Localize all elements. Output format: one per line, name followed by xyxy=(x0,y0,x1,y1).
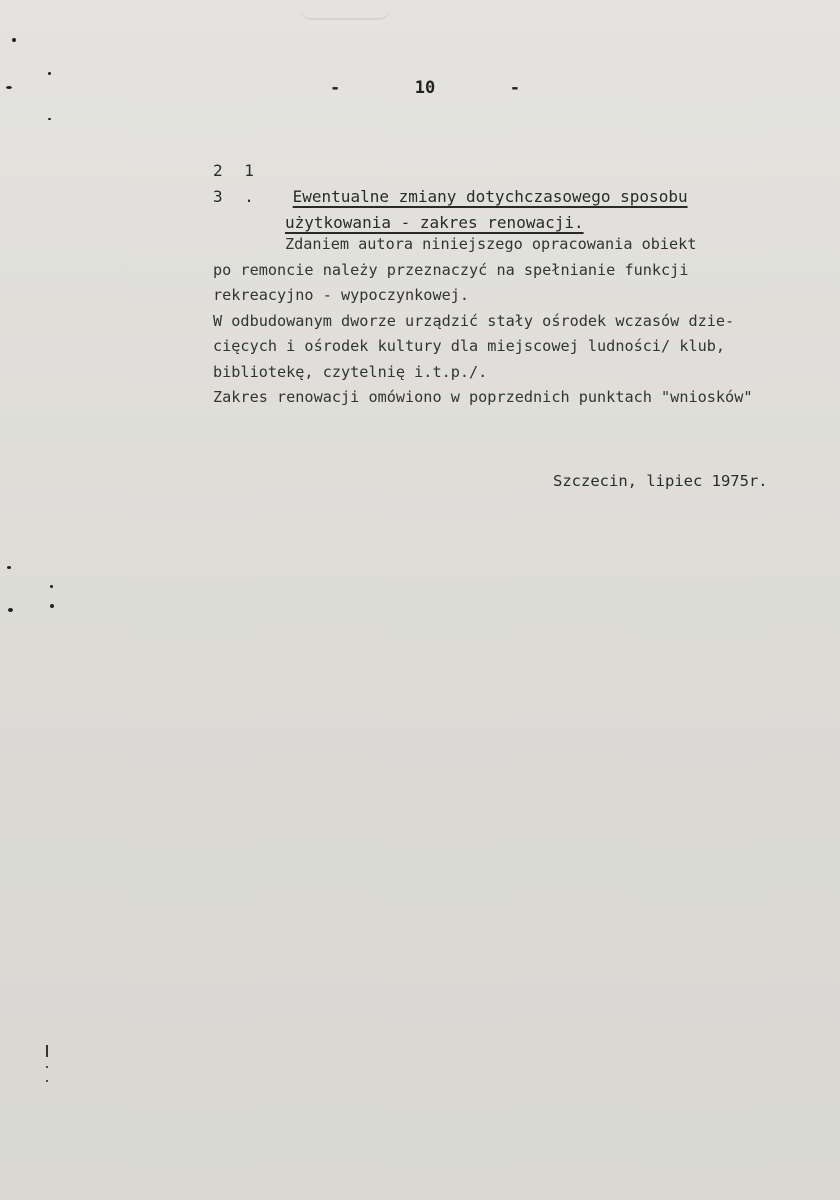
margin-dot xyxy=(6,86,12,89)
margin-dot xyxy=(7,566,11,569)
margin-dot xyxy=(8,608,13,612)
body-line: Zdaniem autora niniejszego opracowania obiekt xyxy=(285,235,697,253)
body-paragraph xyxy=(213,232,828,411)
paper-fold-mark xyxy=(300,0,390,20)
body-line: cięcych i ośrodek kultury dla miejscowej ludności/ klub, xyxy=(213,337,726,355)
margin-dot xyxy=(50,604,54,608)
page-number-value: 10 xyxy=(414,78,436,98)
body-line: po remoncie należy przeznaczyć na spełnianie funkcji xyxy=(213,260,689,279)
place-and-date: Szczecin, lipiec 1975r. xyxy=(553,472,768,490)
body-line: bibliotekę, czytelnię i.t.p./. xyxy=(213,362,488,381)
body-line: W odbudowanym dworze urządzić stały ośrodek wczasów dzie- xyxy=(213,311,735,330)
page-number xyxy=(330,78,520,98)
margin-dot xyxy=(12,38,16,42)
margin-dot xyxy=(48,72,51,75)
page-number-dash-right: - xyxy=(509,78,520,98)
body-line: rekreacyjno - wypoczynkowej. xyxy=(213,286,470,304)
section-title-line-2: użytkowania - zakres renowacji. xyxy=(285,213,584,232)
section-heading xyxy=(213,158,688,236)
margin-dot xyxy=(48,118,51,120)
body-line: Zakres renowacji omówiono w poprzednich punktach "wniosków" xyxy=(213,388,753,406)
page-number-dash-left: - xyxy=(330,78,341,98)
margin-dot xyxy=(46,1080,48,1082)
margin-tick xyxy=(46,1045,48,1057)
margin-dot xyxy=(50,585,53,588)
margin-dot xyxy=(46,1066,48,1068)
section-number: 2 1 3 . xyxy=(213,161,260,206)
section-title-line-1: Ewentualne zmiany dotychczasowego sposobu xyxy=(292,187,688,206)
